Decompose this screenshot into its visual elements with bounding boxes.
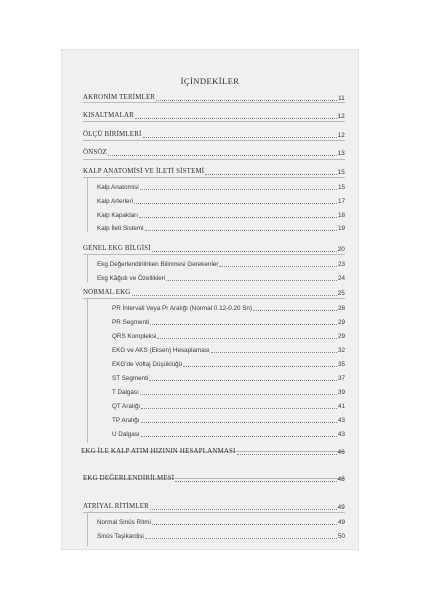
entry-label: Kalp İleti Sistemi bbox=[97, 224, 144, 232]
toc-entry[interactable] bbox=[112, 300, 345, 312]
entry-page: 24 bbox=[337, 274, 345, 282]
dot-leader bbox=[166, 279, 337, 281]
entry-label: ÖNSÖZ bbox=[83, 149, 107, 157]
entry-label: PR Segmenti bbox=[112, 318, 150, 326]
entry-page: 41 bbox=[337, 402, 345, 410]
toc-entry[interactable] bbox=[97, 220, 345, 232]
entry-page: 12 bbox=[337, 131, 345, 139]
entry-page: 49 bbox=[337, 518, 345, 526]
toc-entry[interactable] bbox=[81, 444, 345, 456]
entry-label: T Dalgası bbox=[112, 388, 139, 396]
entry-label: EKG'de Voltaj Düşüklüğü bbox=[112, 360, 183, 368]
entry-label: Ekg Kâğıdı ve Özellikleri bbox=[97, 274, 166, 282]
entry-page: 43 bbox=[337, 430, 345, 438]
entry-page: 17 bbox=[337, 197, 345, 205]
toc-entry[interactable] bbox=[83, 285, 345, 297]
entry-label: GENEL EKG BİLGİSİ bbox=[83, 245, 151, 253]
dot-leader bbox=[140, 393, 337, 395]
toc-entry[interactable] bbox=[83, 127, 345, 139]
dot-leader bbox=[134, 202, 337, 204]
toc-entry[interactable] bbox=[112, 412, 345, 424]
toc-entry[interactable] bbox=[97, 256, 345, 268]
entry-page: 25 bbox=[337, 289, 345, 297]
entry-page: 13 bbox=[337, 149, 345, 157]
toc-entry[interactable] bbox=[83, 241, 345, 253]
entry-label: Kalp Kapakları bbox=[97, 211, 138, 219]
entry-label: AKRONİM TERİMLER bbox=[83, 94, 156, 102]
dot-leader bbox=[152, 250, 337, 252]
entry-label: ST Segmenti bbox=[112, 374, 149, 382]
entry-label: Ekg Değerlendirilirken Bilinmesi Gerekenler bbox=[97, 260, 219, 268]
entry-label: Sinüs Taşikardisi bbox=[97, 532, 144, 540]
dot-leader bbox=[150, 323, 337, 325]
dot-leader bbox=[175, 480, 336, 482]
toc-entry[interactable] bbox=[83, 145, 345, 157]
toc-entry[interactable] bbox=[112, 384, 345, 396]
entry-label: EKG ve AKS (Eksen) Hesaplaması bbox=[112, 346, 210, 354]
entry-page: 35 bbox=[337, 360, 345, 368]
dot-leader bbox=[237, 453, 337, 455]
toc-entry[interactable] bbox=[83, 90, 345, 102]
entry-page: 23 bbox=[337, 260, 345, 268]
toc-entry[interactable] bbox=[83, 471, 345, 483]
dot-leader bbox=[135, 117, 337, 119]
dot-leader bbox=[211, 351, 337, 353]
entry-page: 12 bbox=[337, 112, 345, 120]
entry-label: EKG İLE KALP ATIM HIZININ HESAPLANMASI bbox=[81, 448, 236, 456]
dot-leader bbox=[253, 309, 337, 311]
dot-leader bbox=[183, 365, 337, 367]
dot-leader bbox=[139, 216, 337, 218]
section-bracket bbox=[87, 254, 88, 282]
toc-entry[interactable] bbox=[97, 270, 345, 282]
entry-page: 39 bbox=[337, 388, 345, 396]
toc-entry[interactable] bbox=[112, 356, 345, 368]
divider bbox=[83, 102, 345, 103]
toc-entry[interactable] bbox=[97, 207, 345, 219]
entry-label: Normal Sinüs Ritmi bbox=[97, 518, 151, 526]
divider bbox=[83, 159, 345, 160]
entry-page: 11 bbox=[338, 94, 345, 102]
dot-leader bbox=[143, 136, 337, 138]
toc-entry[interactable] bbox=[83, 499, 345, 511]
entry-page: 19 bbox=[337, 224, 345, 232]
entry-page: 29 bbox=[337, 318, 345, 326]
entry-label: KALP ANATOMİSİ VE İLETİ SİSTEMİ bbox=[83, 168, 205, 176]
dot-leader bbox=[156, 99, 337, 101]
entry-page: 50 bbox=[337, 532, 345, 540]
toc-entry[interactable] bbox=[97, 528, 345, 540]
toc-entry[interactable] bbox=[97, 179, 345, 191]
entry-page: 29 bbox=[337, 332, 345, 340]
toc-entry[interactable] bbox=[112, 398, 345, 410]
entry-label: TP Aralığı bbox=[112, 416, 140, 424]
entry-page: 48 bbox=[337, 475, 345, 483]
toc-entry[interactable] bbox=[83, 164, 345, 176]
entry-page: 20 bbox=[337, 245, 345, 253]
divider bbox=[83, 254, 345, 255]
entry-page: 32 bbox=[337, 346, 345, 354]
dot-leader bbox=[145, 537, 337, 539]
entry-label: NORMAL EKG bbox=[83, 289, 131, 297]
dot-leader bbox=[150, 508, 337, 510]
dot-leader bbox=[149, 379, 337, 381]
book-page bbox=[62, 50, 358, 549]
dot-leader bbox=[108, 154, 337, 156]
dot-leader bbox=[132, 294, 337, 296]
toc-entry[interactable] bbox=[112, 328, 345, 340]
entry-label: EKG DEĞERLENDİRİLMESİ bbox=[83, 475, 175, 483]
toc-entry[interactable] bbox=[112, 370, 345, 382]
dot-leader bbox=[141, 407, 337, 409]
entry-label: Kalp Arterleri bbox=[97, 197, 134, 205]
dot-leader bbox=[219, 265, 337, 267]
dot-leader bbox=[152, 523, 337, 525]
entry-page: 15 bbox=[337, 183, 345, 191]
divider bbox=[83, 140, 345, 141]
entry-label: QRS Kompleksi bbox=[112, 332, 157, 340]
divider bbox=[83, 512, 345, 513]
section-bracket bbox=[87, 512, 88, 546]
entry-label: KISALTMALAR bbox=[83, 112, 134, 120]
section-bracket bbox=[87, 298, 88, 443]
entry-page: 28 bbox=[337, 304, 345, 312]
entry-page: 46 bbox=[337, 448, 345, 456]
divider bbox=[83, 121, 345, 122]
dot-leader bbox=[141, 421, 337, 423]
dot-leader bbox=[141, 435, 337, 437]
divider bbox=[83, 298, 345, 299]
divider bbox=[83, 177, 345, 178]
entry-page: 18 bbox=[337, 211, 345, 219]
toc-entry[interactable] bbox=[97, 514, 345, 526]
entry-page: 49 bbox=[337, 503, 345, 511]
toc-entry[interactable] bbox=[97, 193, 345, 205]
entry-label: ATRİYAL RİTİMLER bbox=[83, 503, 149, 511]
toc-entry[interactable] bbox=[83, 108, 345, 120]
entry-label: ÖLÇÜ BİRİMLERİ bbox=[83, 131, 142, 139]
entry-label: PR İntervali Veya Pr Aralığı (Normal 0.12-0.20 Sn) bbox=[112, 304, 252, 312]
toc-entry[interactable] bbox=[112, 426, 345, 438]
section-bracket bbox=[87, 177, 88, 232]
entry-page: 37 bbox=[337, 374, 345, 382]
entry-page: 15 bbox=[337, 168, 345, 176]
dot-leader bbox=[145, 229, 337, 231]
entry-label: QT Aralığı bbox=[112, 402, 141, 410]
dot-leader bbox=[140, 188, 337, 190]
dot-leader bbox=[157, 337, 337, 339]
entry-label: U Dalgası bbox=[112, 430, 140, 438]
toc-entry[interactable] bbox=[112, 342, 345, 354]
dot-leader bbox=[205, 173, 336, 175]
toc-entry[interactable] bbox=[112, 314, 345, 326]
entry-label: Kalp Anatomisi bbox=[97, 183, 139, 191]
entry-page: 43 bbox=[337, 416, 345, 424]
toc-title: İÇİNDEKİLER bbox=[180, 76, 240, 86]
